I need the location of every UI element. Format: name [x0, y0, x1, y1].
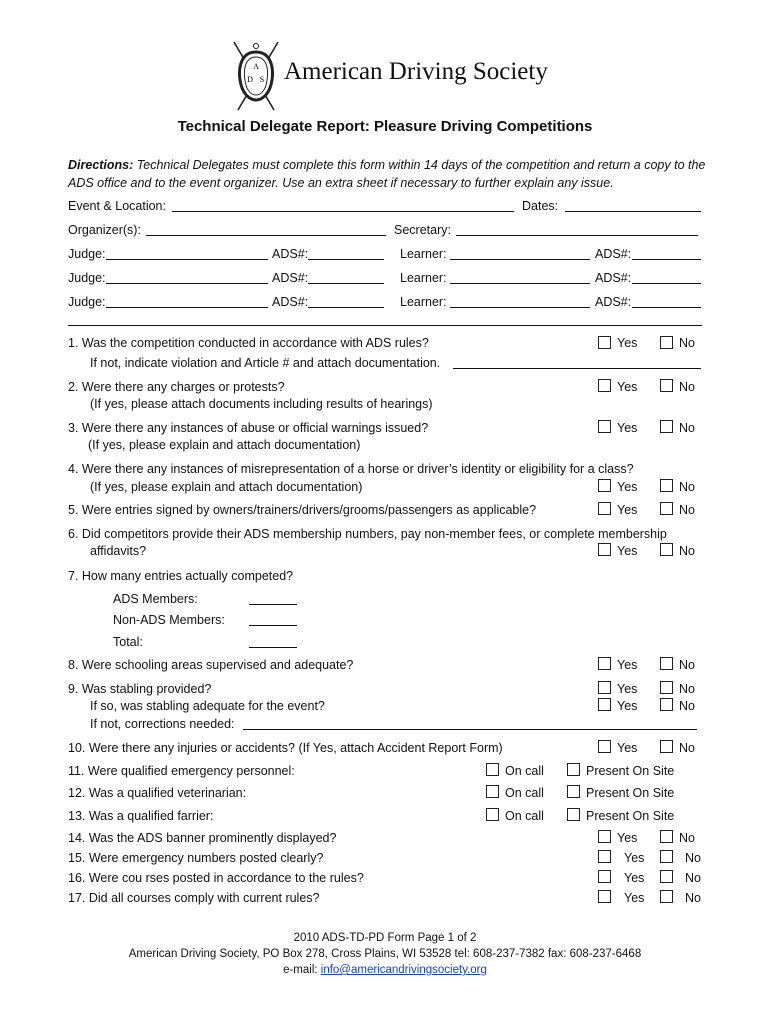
ads-logo: [228, 38, 558, 114]
q4-yes-label: Yes: [617, 480, 638, 494]
q14-no-label: No: [679, 831, 695, 845]
q5-no-checkbox[interactable]: [660, 502, 673, 515]
event-location-field[interactable]: [172, 211, 514, 212]
learner-3-label: Learner:: [400, 295, 447, 309]
q6-yes-label: Yes: [617, 544, 638, 558]
q13-present-label: Present On Site: [586, 809, 675, 823]
logo-letter-a: A: [253, 62, 259, 71]
question-10: 10. Were there any injuries or accidents? (If Yes, attach Accident Report Form): [68, 741, 503, 755]
question-1: 1. Was the competition conducted in accordance with ADS rules?: [68, 336, 429, 350]
q10-no-label: No: [679, 741, 695, 755]
q8-yes-checkbox[interactable]: [598, 657, 611, 670]
learner-1-ads-field[interactable]: [632, 259, 701, 260]
question-17: 17. Did all courses comply with current rules?: [68, 891, 320, 905]
q13-on-call-checkbox[interactable]: [486, 808, 499, 821]
q17-yes-checkbox[interactable]: [598, 890, 611, 903]
judge-1-ads-label: ADS#:: [272, 247, 309, 261]
question-3-sub: (If yes, please explain and attach documentation): [88, 438, 361, 452]
org-name: American Driving Society: [284, 58, 548, 85]
q9b-no-checkbox[interactable]: [660, 698, 673, 711]
judge-2-label: Judge:: [68, 271, 106, 285]
q9b-no-label: No: [679, 699, 695, 713]
q6-no-label: No: [679, 544, 695, 558]
q11-present-label: Present On Site: [586, 764, 675, 778]
q5-yes-label: Yes: [617, 503, 638, 517]
q11-on-call-checkbox[interactable]: [486, 763, 499, 776]
judge-2-ads-field[interactable]: [308, 283, 384, 284]
q9-yes-label: Yes: [617, 682, 638, 696]
question-9-sub-1: If so, was stabling adequate for the event?: [90, 699, 325, 713]
learner-2-ads-label: ADS#:: [595, 271, 632, 285]
q8-no-checkbox[interactable]: [660, 657, 673, 670]
footer-address: American Driving Society, PO Box 278, Cross Plains, WI 53528 tel: 608-237-7382 fax: 608-237-6468: [128, 948, 642, 960]
learner-2-ads-field[interactable]: [632, 283, 701, 284]
q16-yes-checkbox[interactable]: [598, 870, 611, 883]
q3-yes-label: Yes: [617, 421, 638, 435]
secretary-label: Secretary:: [394, 223, 451, 237]
q7-total-field[interactable]: [249, 647, 297, 648]
q9-yes-checkbox[interactable]: [598, 681, 611, 694]
q5-no-label: No: [679, 503, 695, 517]
dates-field[interactable]: [565, 211, 701, 212]
q15-yes-label: Yes: [624, 851, 645, 865]
learner-3-field[interactable]: [450, 307, 590, 308]
q15-no-checkbox[interactable]: [660, 850, 673, 863]
q17-no-checkbox[interactable]: [660, 890, 673, 903]
learner-2-field[interactable]: [450, 283, 590, 284]
footer-email-line: [0, 964, 770, 976]
q17-yes-label: Yes: [624, 891, 645, 905]
learner-1-field[interactable]: [450, 259, 590, 260]
judge-2-field[interactable]: [106, 283, 268, 284]
q9b-yes-checkbox[interactable]: [598, 698, 611, 711]
question-8: 8. Were schooling areas supervised and adequate?: [68, 658, 354, 672]
question-5: 5. Were entries signed by owners/trainers/drivers/grooms/passengers as applicable?: [68, 503, 537, 517]
footer-email-label: e-mail:: [283, 964, 321, 976]
question-9-sub-2: If not, corrections needed:: [90, 717, 235, 731]
question-4-sub: (If yes, please explain and attach documentation): [90, 480, 363, 494]
q17-no-label: No: [685, 891, 701, 905]
q4-yes-checkbox[interactable]: [598, 479, 611, 492]
q15-yes-checkbox[interactable]: [598, 850, 611, 863]
q14-yes-checkbox[interactable]: [598, 830, 611, 843]
q11-present-checkbox[interactable]: [567, 763, 580, 776]
q3-no-label: No: [679, 421, 695, 435]
q12-present-checkbox[interactable]: [567, 785, 580, 798]
question-15: 15. Were emergency numbers posted clearly?: [68, 851, 324, 865]
learner-1-ads-label: ADS#:: [595, 247, 632, 261]
secretary-field[interactable]: [456, 235, 698, 236]
judge-2-ads-label: ADS#:: [272, 271, 309, 285]
learner-3-ads-field[interactable]: [632, 307, 701, 308]
section-divider: [68, 325, 702, 326]
q2-yes-checkbox[interactable]: [598, 379, 611, 392]
q3-no-checkbox[interactable]: [660, 420, 673, 433]
q1-no-checkbox[interactable]: [660, 336, 673, 349]
organizers-label: Organizer(s):: [68, 223, 141, 237]
q15-no-label: No: [685, 851, 701, 865]
q1-yes-label: Yes: [617, 336, 638, 350]
learner-1-label: Learner:: [400, 247, 447, 261]
q12-on-call-label: On call: [505, 786, 544, 800]
crossed-whips-emblem-icon: [228, 38, 284, 114]
question-11: 11. Were qualified emergency personnel:: [68, 764, 295, 778]
question-6: 6. Did competitors provide their ADS membership numbers, pay non-member fees, or complete membership: [68, 527, 667, 541]
q1-no-label: No: [679, 336, 695, 350]
question-12: 12. Was a qualified veterinarian:: [68, 786, 247, 800]
question-2-sub: (If yes, please attach documents including results of hearings): [90, 397, 433, 411]
judge-1-field[interactable]: [106, 259, 268, 260]
q13-present-checkbox[interactable]: [567, 808, 580, 821]
q8-yes-label: Yes: [617, 658, 638, 672]
dates-label: Dates:: [522, 199, 559, 213]
q12-on-call-checkbox[interactable]: [486, 785, 499, 798]
question-4: 4. Were there any instances of misrepresentation of a horse or driver’s identity or eligibility for a class?: [68, 462, 634, 476]
question-14: 14. Was the ADS banner prominently displayed?: [68, 831, 337, 845]
q7-ads-members-field[interactable]: [249, 604, 297, 605]
q10-yes-label: Yes: [617, 741, 638, 755]
judge-3-field[interactable]: [106, 307, 268, 308]
judge-3-label: Judge:: [68, 295, 106, 309]
judge-3-ads-field[interactable]: [308, 307, 384, 308]
q14-yes-label: Yes: [617, 831, 638, 845]
q7-total-label: Total:: [113, 635, 143, 649]
q3-yes-checkbox[interactable]: [598, 420, 611, 433]
q10-yes-checkbox[interactable]: [598, 740, 611, 753]
question-9: 9. Was stabling provided?: [68, 682, 212, 696]
question-6-sub: affidavits?: [90, 544, 147, 558]
q14-no-checkbox[interactable]: [660, 830, 673, 843]
q7-ads-members-label: ADS Members:: [113, 592, 198, 606]
q16-yes-label: Yes: [624, 871, 645, 885]
q5-yes-checkbox[interactable]: [598, 502, 611, 515]
q13-on-call-label: On call: [505, 809, 544, 823]
q9-no-checkbox[interactable]: [660, 681, 673, 694]
question-3: 3. Were there any instances of abuse or official warnings issued?: [68, 421, 429, 435]
q11-on-call-label: On call: [505, 764, 544, 778]
q6-yes-checkbox[interactable]: [598, 543, 611, 556]
q7-non-ads-members-field[interactable]: [249, 625, 297, 626]
q4-no-checkbox[interactable]: [660, 479, 673, 492]
judge-3-ads-label: ADS#:: [272, 295, 309, 309]
question-1-sub: If not, indicate violation and Article # and attach documentation.: [90, 356, 441, 370]
q9-no-label: No: [679, 682, 695, 696]
footer-page-info: 2010 ADS-TD-PD Form Page 1 of 2: [293, 932, 477, 944]
q1-violation-field[interactable]: [453, 368, 701, 369]
q6-no-checkbox[interactable]: [660, 543, 673, 556]
q9b-yes-label: Yes: [617, 699, 638, 713]
question-16: 16. Were cou rses posted in accordance to the rules?: [68, 871, 364, 885]
question-7: 7. How many entries actually competed?: [68, 569, 294, 583]
q2-no-checkbox[interactable]: [660, 379, 673, 392]
q2-no-label: No: [679, 380, 695, 394]
q16-no-label: No: [685, 871, 701, 885]
q10-no-checkbox[interactable]: [660, 740, 673, 753]
page-title: Technical Delegate Report: Pleasure Driving Competitions: [177, 118, 593, 135]
q16-no-checkbox[interactable]: [660, 870, 673, 883]
q7-non-ads-members-label: Non-ADS Members:: [113, 613, 225, 627]
learner-3-ads-label: ADS#:: [595, 295, 632, 309]
directions-text: Technical Delegates must complete this form within 14 days of the competition and return a copy to the ADS office and to the event organizer. Use an extra sheet if necessary to further explain any issue.: [68, 158, 706, 190]
logo-letter-d: D: [247, 75, 253, 84]
q2-yes-label: Yes: [617, 380, 638, 394]
footer-email-link[interactable]: info@americandrivingsociety.org: [320, 964, 487, 976]
logo-letter-s: S: [259, 75, 265, 84]
question-2: 2. Were there any charges or protests?: [68, 380, 285, 394]
q9-corrections-field[interactable]: [243, 729, 697, 730]
learner-2-label: Learner:: [400, 271, 447, 285]
judge-1-ads-field[interactable]: [308, 259, 384, 260]
question-13: 13. Was a qualified farrier:: [68, 809, 214, 823]
judge-1-label: Judge:: [68, 247, 106, 261]
q4-no-label: No: [679, 480, 695, 494]
q1-yes-checkbox[interactable]: [598, 336, 611, 349]
organizers-field[interactable]: [146, 235, 386, 236]
directions: [68, 156, 718, 192]
q8-no-label: No: [679, 658, 695, 672]
event-location-label: Event & Location:: [68, 199, 166, 213]
directions-label: Directions:: [68, 158, 134, 172]
q12-present-label: Present On Site: [586, 786, 675, 800]
